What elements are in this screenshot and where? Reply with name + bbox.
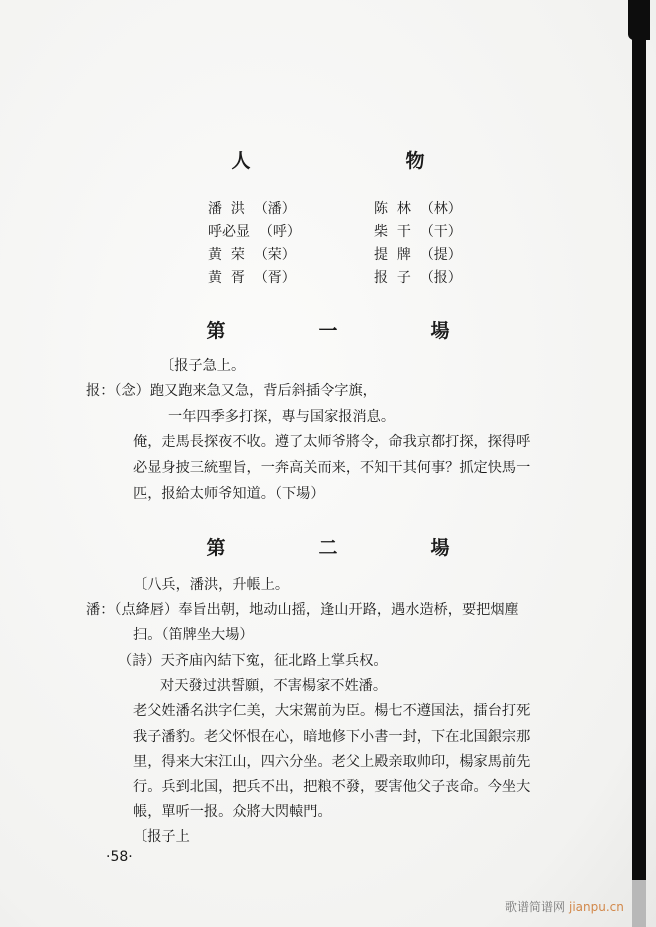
cast-entry: 提 牌 （提） (374, 247, 462, 263)
dialogue-line: 扫。（笛牌坐大場） (133, 627, 254, 643)
cast-entry: 潘 洪 （潘） (208, 201, 296, 217)
scene1-title: 第 一 場 (206, 320, 450, 342)
dialogue-line: 我子潘豹。老父怀恨在心，暗地修下小書一封，下在北国銀宗那 (133, 729, 531, 745)
watermark-cn: 歌谱简谱网 (505, 900, 566, 914)
heading-char: 人 (231, 150, 251, 172)
cast-heading (0, 146, 656, 173)
cast-entry: 黄 胥 （胥） (208, 270, 296, 286)
cast-entry: 呼必显 （呼） (208, 224, 301, 240)
dialogue-line: 行。兵到北国，把兵不出，把粮不發，要害他父子丧命。今坐大 (133, 779, 531, 795)
cast-entry: 黄 荣 （荣） (208, 247, 296, 263)
dialogue-line: 一年四季多打探，專与国家报消息。 (168, 409, 396, 425)
stage-direction: 〔报子上 (133, 829, 190, 845)
dialogue-line: 帳，單听一报。众將大閃轅門。 (133, 804, 332, 820)
dialogue-line: 报：（念）跑又跑来急又急，背后斜插令字旗， (86, 383, 377, 399)
stage-direction: 〔八兵，潘洪，升帳上。 (133, 577, 290, 593)
cast-entry: 陈 林 （林） (374, 201, 462, 217)
cast-list-right (374, 198, 462, 290)
page-number: ·58· (106, 849, 133, 865)
binding-shadow (632, 0, 646, 880)
binding-shadow-bottom (632, 880, 646, 927)
dialogue-line: 俺，走馬長探夜不收。遵了太师爷將令，命我京都打探，探得呼 (133, 434, 531, 450)
stage-direction: 〔报子急上。 (160, 358, 246, 374)
dialogue-line: 匹，报給太师爷知道。（下場） (133, 486, 325, 502)
cast-list-left (208, 198, 301, 290)
heading-char: 物 (405, 150, 425, 172)
scene2-title: 第 二 場 (206, 537, 450, 559)
watermark-latin: jianpu.cn (569, 900, 624, 914)
dialogue-line: 潘：（点絳唇）奉旨出朝，地动山摇，逢山开路，遇水造桥，要把烟塵 (86, 602, 519, 618)
cast-entry: 柴 干 （干） (374, 224, 462, 240)
dialogue-line: 老父姓潘名洪字仁美，大宋駕前为臣。楊七不遵国法，擂台打死 (133, 703, 531, 719)
dialogue-line: 必显身披三統聖旨，一奔高关而来，不知干其何事？抓定快馬一 (133, 460, 531, 476)
cast-entry: 报 子 （报） (374, 270, 462, 286)
dialogue-line: 里，得来大宋江山，四六分坐。老父上殿亲取帅印，楊家馬前先 (133, 754, 531, 770)
dialogue-line: 对天發过洪誓願，不害楊家不姓潘。 (160, 678, 388, 694)
dialogue-line: （詩）天齐庙內結下寃，征北路上掌兵权。 (118, 653, 388, 669)
watermark (505, 898, 624, 915)
